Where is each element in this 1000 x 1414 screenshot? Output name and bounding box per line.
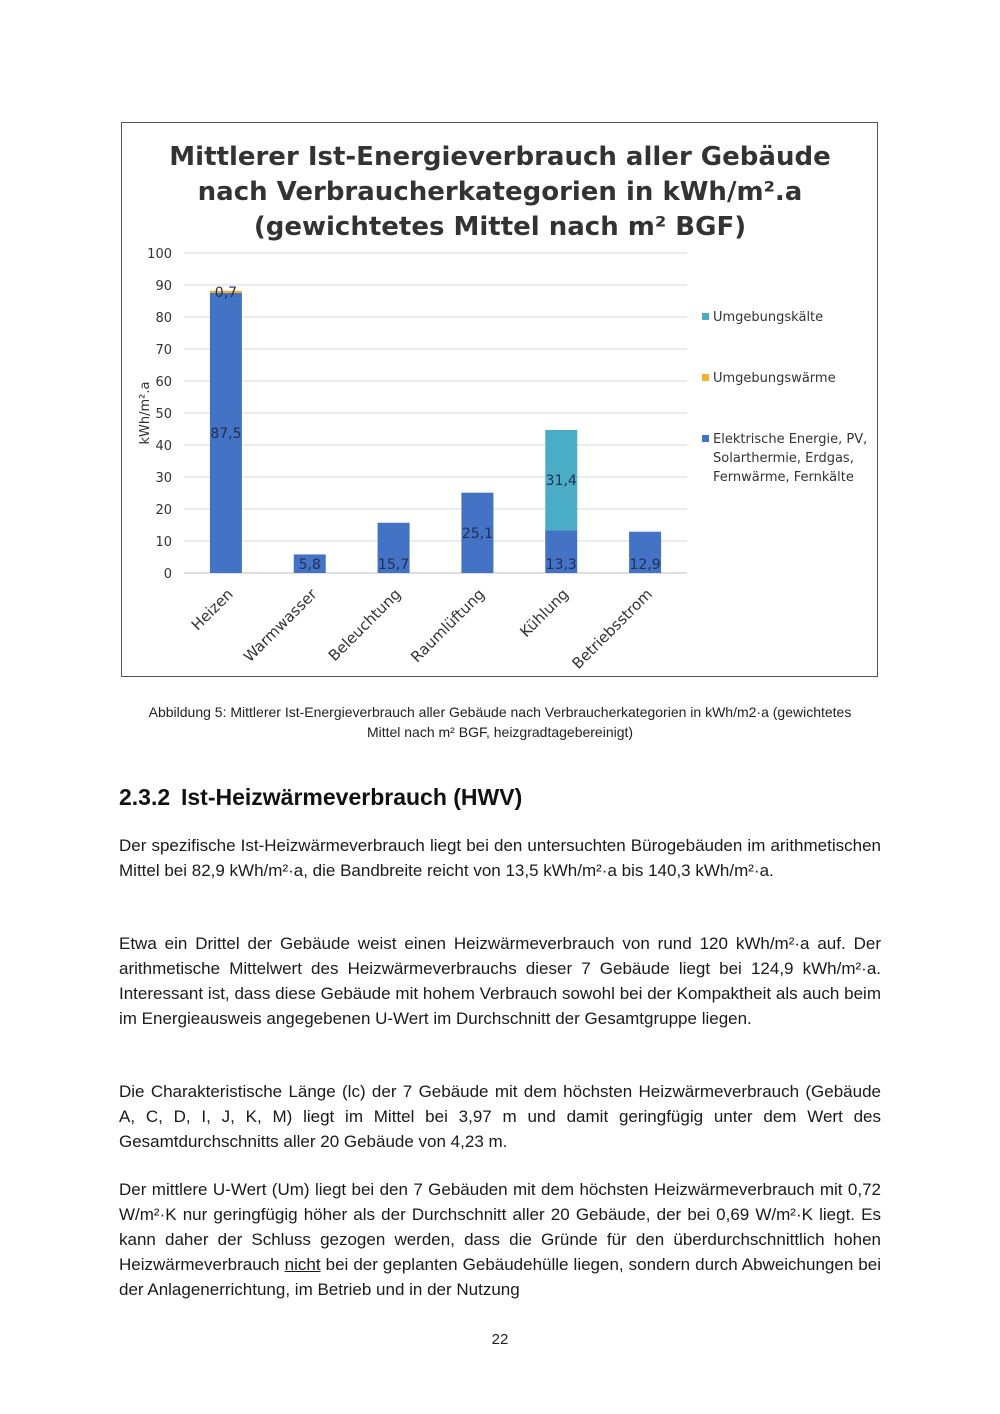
y-tick-label: 90 <box>155 279 172 294</box>
paragraph-3: Die Charakteristische Länge (lc) der 7 Gebäude mit dem höchsten Heizwärmeverbrauch (Gebäude A, C, D, I, J, K, M) liegt im Mittel bei 3,97 m und damit geringfügig unter dem Wert des Gesamtdurchschnitts aller 20 Gebäude von 4,23 m. <box>119 1082 881 1151</box>
y-tick-label: 0 <box>163 567 172 582</box>
chart-figure <box>121 122 878 677</box>
category-label: Raumlüftung <box>407 585 489 667</box>
y-tick-label: 100 <box>147 247 172 262</box>
data-label: 13,3 <box>545 557 577 573</box>
y-tick-label: 10 <box>155 535 172 550</box>
section-number: 2.3.2 <box>119 784 171 810</box>
data-label: 12,9 <box>629 557 661 573</box>
y-tick-label: 70 <box>155 343 172 358</box>
paragraph-1: Der spezifische Ist-Heizwärmeverbrauch liegt bei den untersuchten Bürogebäuden im arithmetischen Mittel bei 82,9 kWh/m²·a, die Bandbreite reicht von 13,5 kWh/m²·a bis 140,3 kWh/m²·a. <box>119 836 881 880</box>
y-tick-label: 30 <box>155 471 172 486</box>
y-tick-label: 50 <box>155 407 172 422</box>
legend-label: Fernwärme, Fernkälte <box>713 470 854 485</box>
y-tick-label: 80 <box>155 311 172 326</box>
paragraph-4-emphasis: nicht <box>284 1255 321 1274</box>
y-axis-label: kWh/m².a <box>138 381 153 445</box>
page-number: 22 <box>491 1331 509 1348</box>
paragraph-2: Etwa ein Drittel der Gebäude weist einen Heizwärmeverbrauch von rund 120 kWh/m²·a auf. Der arithmetische Mittelwert des Heizwärmeverbrauchs dieser 7 Gebäude liegt bei 124,9 kWh/m²·a. Interessant ist, dass diese Gebäude mit hohem Verbrauch sowohl bei der Kompaktheit als auch beim im Energieausweis angegebenen U-Wert im Durchschnitt der Gesamtgruppe liegen. <box>119 934 881 1028</box>
legend-label: Elektrische Energie, PV, <box>713 432 868 447</box>
legend-label: Umgebungskälte <box>713 310 824 325</box>
y-tick-label: 20 <box>155 503 172 518</box>
legend-swatch <box>702 313 709 320</box>
caption-line-1: Abbildung 5: Mittlerer Ist-Energieverbrauch aller Gebäude nach Verbraucherkategorien in kWh/m2·a (gewichtetes <box>148 704 852 720</box>
paragraph-4-part-c: bei der geplanten Gebäudehülle liegen, sondern durch Abweichungen bei der Anlagenerrichtung, im Betrieb und in der Nutzung <box>119 1255 881 1299</box>
section-title: Ist-Heizwärmeverbrauch (HWV) <box>181 784 523 810</box>
category-label: Kühlung <box>516 585 573 641</box>
data-label: 15,7 <box>377 557 410 573</box>
paragraph-4 <box>119 1177 881 1302</box>
paragraph-4-part-a: Der mittlere U-Wert (Um) liegt bei den 7 Gebäuden mit dem höchsten Heizwärmeverbrauch mit 0,72 W/m²·K nur geringfügig höher als der Durchschnitt aller 20 Gebäude, der bei 0,69 W/m²·K liegt. Es kann daher der Schluss gezogen werden, dass die Gründe für den überdurchschnittlich hohen Heizwärmeverbrauch <box>119 1180 881 1274</box>
data-label: 31,4 <box>545 473 577 490</box>
category-label: Beleuchtung <box>324 585 405 665</box>
bar-chart <box>122 123 879 678</box>
data-label: 5,8 <box>298 557 321 573</box>
data-label: 0,7 <box>214 284 238 301</box>
caption-line-2: Mittel nach m² BGF, heizgradtagebereinigt) <box>366 724 634 740</box>
category-label: Warmwasser <box>239 585 321 666</box>
legend-swatch <box>702 435 709 442</box>
data-label: 87,5 <box>210 426 242 442</box>
chart-title-line: (gewichtetes Mittel nach m² BGF) <box>253 212 747 242</box>
figure-caption <box>112 702 888 742</box>
section-heading <box>119 784 889 811</box>
legend-label: Solarthermie, Erdgas, <box>713 451 854 466</box>
y-tick-label: 40 <box>155 439 172 454</box>
legend-swatch <box>702 374 709 381</box>
data-label: 25,1 <box>461 525 494 542</box>
category-label: Heizen <box>187 585 237 635</box>
chart-title-line: Mittlerer Ist-Energieverbrauch aller Gebäude <box>169 142 831 172</box>
y-tick-label: 60 <box>155 375 172 390</box>
chart-title-line: nach Verbraucherkategorien in kWh/m².a <box>197 177 803 207</box>
legend-label: Umgebungswärme <box>713 371 836 386</box>
category-label: Betriebsstrom <box>568 585 656 673</box>
